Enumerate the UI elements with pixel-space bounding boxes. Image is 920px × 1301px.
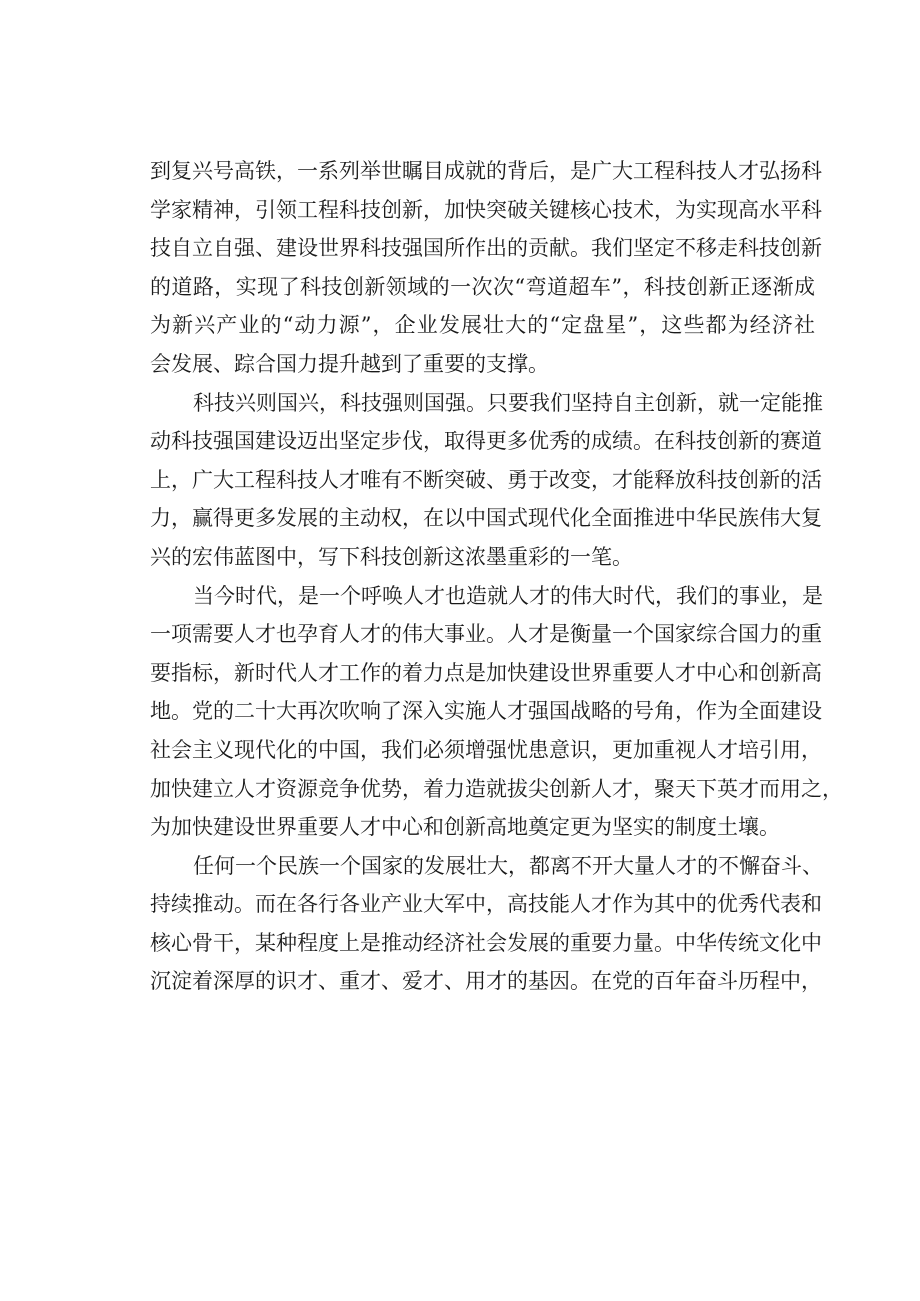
text-line: 的道路，实现了科技创新领域的一次次“弯道超车”，科技创新正逐渐成	[150, 274, 815, 299]
text-line: 会发展、踪合国力提升越到了重要的支撑。	[150, 351, 549, 376]
text-line: 技自立自强、建设世界科技强国所作出的贡献。我们坚定不移走科技创新	[150, 236, 822, 261]
paragraph-1	[150, 152, 822, 384]
text-line: 兴的宏伟蓝图中，写下科技创新这浓墨重彩的一笔。	[150, 544, 633, 569]
paragraph-3	[150, 577, 843, 847]
text-line: 加快建立人才资源竞争优势，着力造就拔尖创新人才，聚天下英才而用之，	[150, 776, 843, 801]
text-line: 为加快建设世界重要人才中心和创新高地奠定更为坚实的制度土壤。	[150, 815, 780, 840]
text-line: 动科技强国建设迈出坚定步伐，取得更多优秀的成绩。在科技创新的赛道	[150, 429, 822, 454]
paragraph-2	[150, 384, 823, 577]
text-line: 为新兴产业的“动力源”，企业发展壮大的“定盘星”，这些都为经济社	[150, 313, 815, 338]
text-line: 核心骨干，某种程度上是推动经济社会发展的重要力量。中华传统文化中	[150, 930, 822, 955]
text-line: 学家精神，引领工程科技创新，加快突破关键核心技术，为实现高水平科	[150, 197, 822, 222]
text-line: 上，广大工程科技人才唯有不断突破、勇于改变，才能释放科技创新的活	[150, 467, 822, 492]
text-line: 地。党的二十大再次吹响了深入实施人才强国战略的号角，作为全面建设	[150, 699, 822, 724]
text-line: 要指标，新时代人才工作的着力点是加快建设世界重要人才中心和创新高	[150, 660, 822, 685]
text-line: 当今时代，是一个呼唤人才也造就人才的伟大时代，我们的事业，是	[193, 583, 823, 608]
paragraph-4	[150, 847, 823, 1001]
text-line: 科技兴则国兴，科技强则国强。只要我们坚持自主创新，就一定能推	[193, 390, 823, 415]
text-line: 力，赢得更多发展的主动权，在以中国式现代化全面推进中华民族伟大复	[150, 506, 822, 531]
text-line: 社会主义现代化的中国，我们必须增强忧患意识，更加重视人才培引用，	[150, 737, 822, 762]
text-line: 任何一个民族一个国家的发展壮大，都离不开大量人才的不懈奋斗、	[193, 853, 823, 878]
text-line: 沉淀着深厚的识才、重才、爱才、用才的基因。在党的百年奋斗历程中，	[150, 969, 822, 994]
text-line: 到复兴号高铁，一系列举世瞩目成就的背后，是广大工程科技人才弘扬科	[150, 159, 822, 183]
text-line: 持续推动。而在各行各业产业大军中，高技能人才作为其中的优秀代表和	[150, 892, 822, 917]
document-body	[150, 152, 843, 1001]
text-line: 一项需要人才也孕育人才的伟大事业。人才是衡量一个国家综合国力的重	[150, 622, 822, 647]
